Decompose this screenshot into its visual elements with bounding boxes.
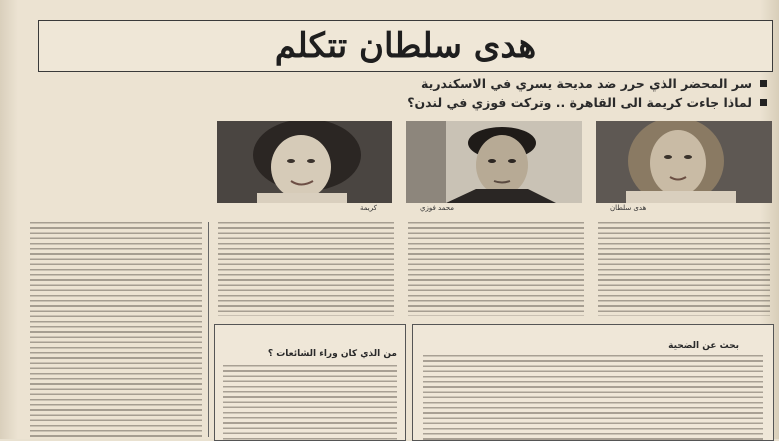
article-box-search — [412, 324, 774, 441]
column-divider — [208, 222, 209, 437]
photo-caption: هدى سلطان — [610, 204, 647, 212]
headline-box — [38, 20, 773, 72]
box-heading: من الذي كان وراء الشائعات ؟ — [267, 349, 397, 359]
subheading-1-text: سر المحضر الذي حرر ضد مديحة يسري في الاسكندرية — [421, 76, 752, 91]
subheading-1 — [27, 76, 767, 91]
text-column — [30, 222, 202, 437]
text-column — [598, 222, 770, 316]
box-heading: بحث عن الضحية — [668, 341, 739, 351]
photo-caption: كريمة — [360, 204, 377, 212]
text-column — [223, 365, 397, 440]
photo-caption: محمد فوزي — [420, 204, 455, 212]
photo-hoda-sultan — [596, 121, 772, 203]
bullet-icon — [760, 99, 767, 106]
article-box-rumors — [214, 324, 406, 441]
headline: هدى سلطان تتكلم — [274, 26, 537, 66]
subheading-2-text: لماذا جاءت كريمة الى القاهرة .. وتركت فوزي في لندن؟ — [407, 95, 752, 110]
text-column — [218, 222, 394, 316]
subheading-2 — [27, 95, 767, 110]
photo-karima — [217, 121, 392, 203]
text-column — [423, 355, 763, 440]
bullet-icon — [760, 80, 767, 87]
photo-mohamed-fawzi — [406, 121, 582, 203]
text-column — [408, 222, 584, 316]
